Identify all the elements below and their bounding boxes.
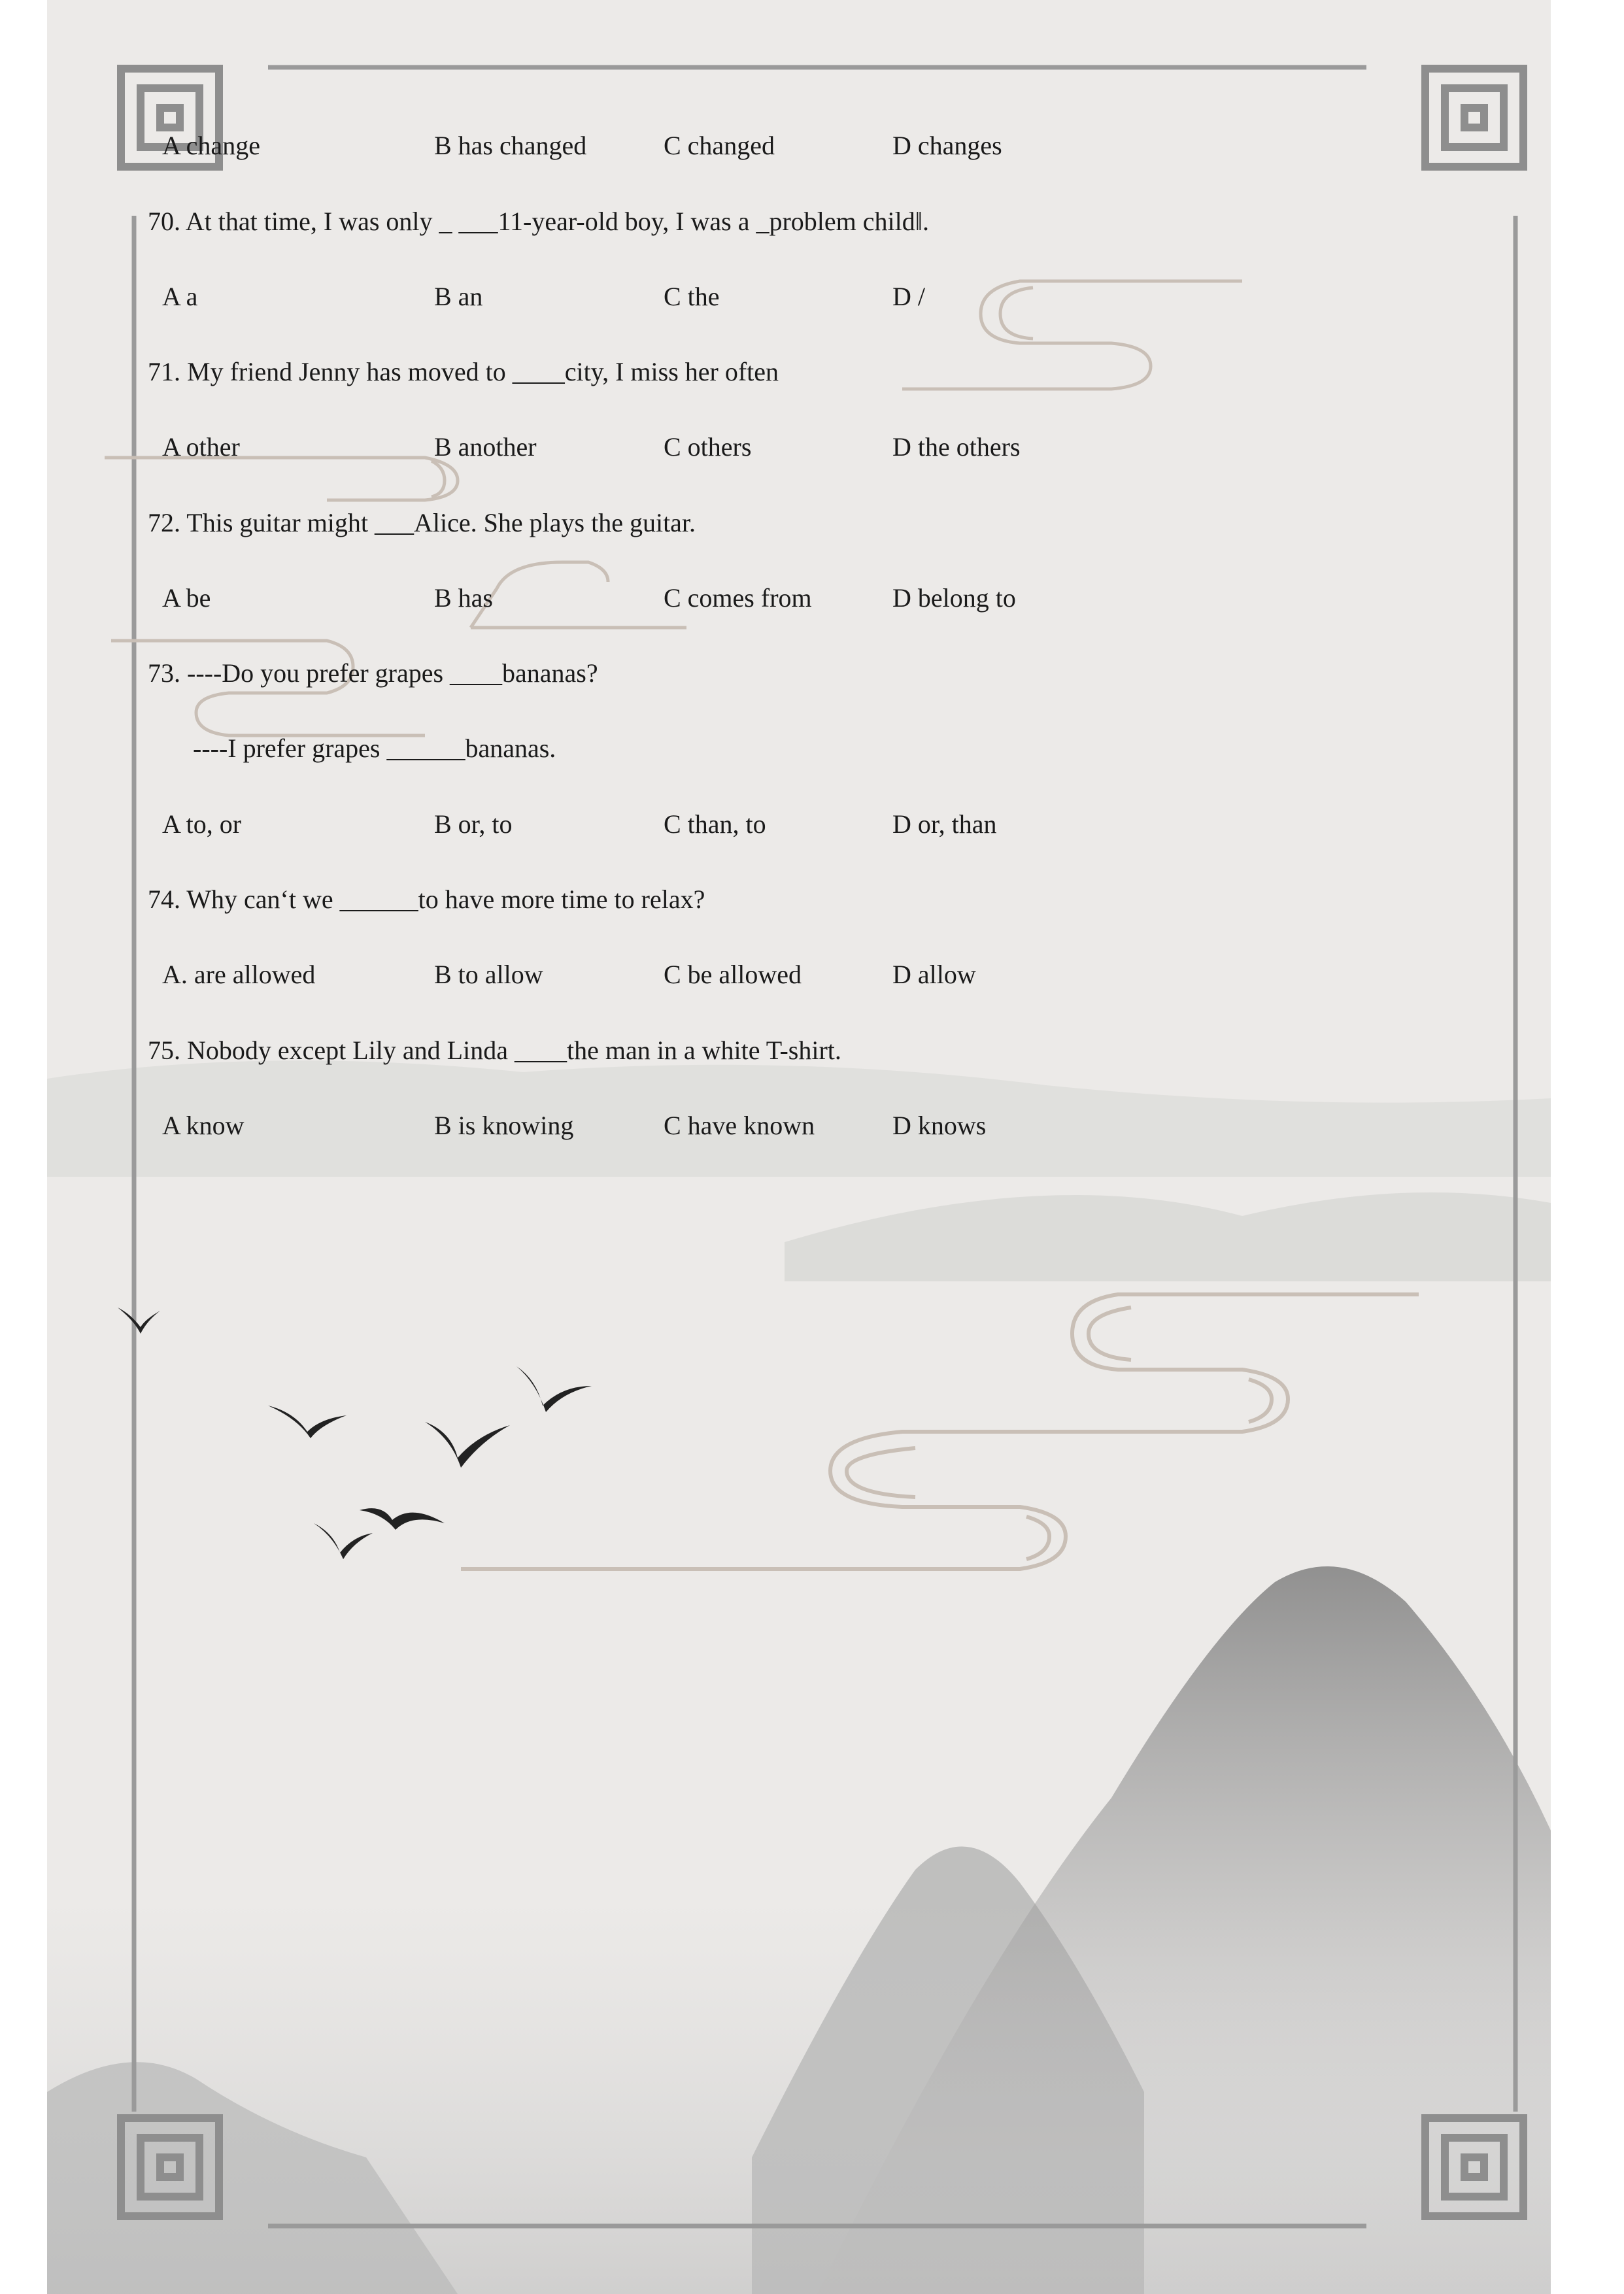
option-b: B has — [434, 583, 493, 613]
fog-band — [47, 1896, 1551, 2294]
option-a: A to, or — [162, 809, 242, 839]
option-d: D or, than — [892, 809, 997, 839]
option-c: C be allowed — [664, 960, 802, 989]
option-d: D changes — [892, 131, 1002, 160]
option-a: A be — [162, 583, 211, 613]
bird-4 — [516, 1366, 592, 1412]
option-c: C comes from — [664, 583, 812, 613]
question-72: 72. This guitar might ___Alice. She plays the guitar. — [148, 508, 696, 537]
question-75: 75. Nobody except Lily and Linda ____the man in a white T-shirt. — [148, 1036, 841, 1065]
cloud-swirl-3 — [471, 562, 686, 628]
option-d: D allow — [892, 960, 976, 989]
option-b: B to allow — [434, 960, 543, 989]
bird-2 — [268, 1406, 347, 1438]
option-a: A know — [162, 1111, 245, 1140]
option-a: A change — [162, 131, 260, 160]
option-c: C have known — [664, 1111, 815, 1140]
option-c: C than, to — [664, 809, 766, 839]
bird-6 — [314, 1523, 373, 1559]
option-a: A other — [162, 432, 240, 462]
option-b: B is knowing — [434, 1111, 574, 1140]
option-d: D the others — [892, 432, 1021, 462]
option-d: D / — [892, 282, 925, 311]
option-c: C the — [664, 282, 720, 311]
question-74: 74. Why can‘t we ______to have more time to relax? — [148, 885, 705, 914]
option-b: B an — [434, 282, 483, 311]
birds — [118, 1307, 592, 1559]
question-71: 71. My friend Jenny has moved to ____city, I miss her often — [148, 357, 779, 386]
option-b: B has changed — [434, 131, 587, 160]
option-d: D belong to — [892, 583, 1016, 613]
question-73-answer: ----I prefer grapes ______bananas. — [193, 734, 556, 763]
bird-5 — [360, 1508, 445, 1530]
cloud-swirl-2 — [105, 458, 458, 500]
distant-hills-2 — [785, 1192, 1551, 1281]
option-a: A a — [162, 282, 198, 311]
option-b: B another — [434, 432, 537, 462]
bird-3 — [425, 1422, 510, 1468]
question-73: 73. ----Do you prefer grapes ____bananas? — [148, 658, 598, 688]
cloud-swirl-1 — [902, 281, 1242, 389]
corner-knot-top-right — [1425, 69, 1523, 167]
option-d: D knows — [892, 1111, 987, 1140]
option-b: B or, to — [434, 809, 513, 839]
question-70: 70. At that time, I was only _ ___11-year-old boy, I was a _problem child‖. — [148, 207, 929, 236]
option-c: C changed — [664, 131, 775, 160]
option-a: A. are allowed — [162, 960, 316, 989]
bird-1 — [118, 1307, 160, 1334]
option-c: C others — [664, 432, 752, 462]
cloud-swirl-5 — [461, 1294, 1419, 1569]
